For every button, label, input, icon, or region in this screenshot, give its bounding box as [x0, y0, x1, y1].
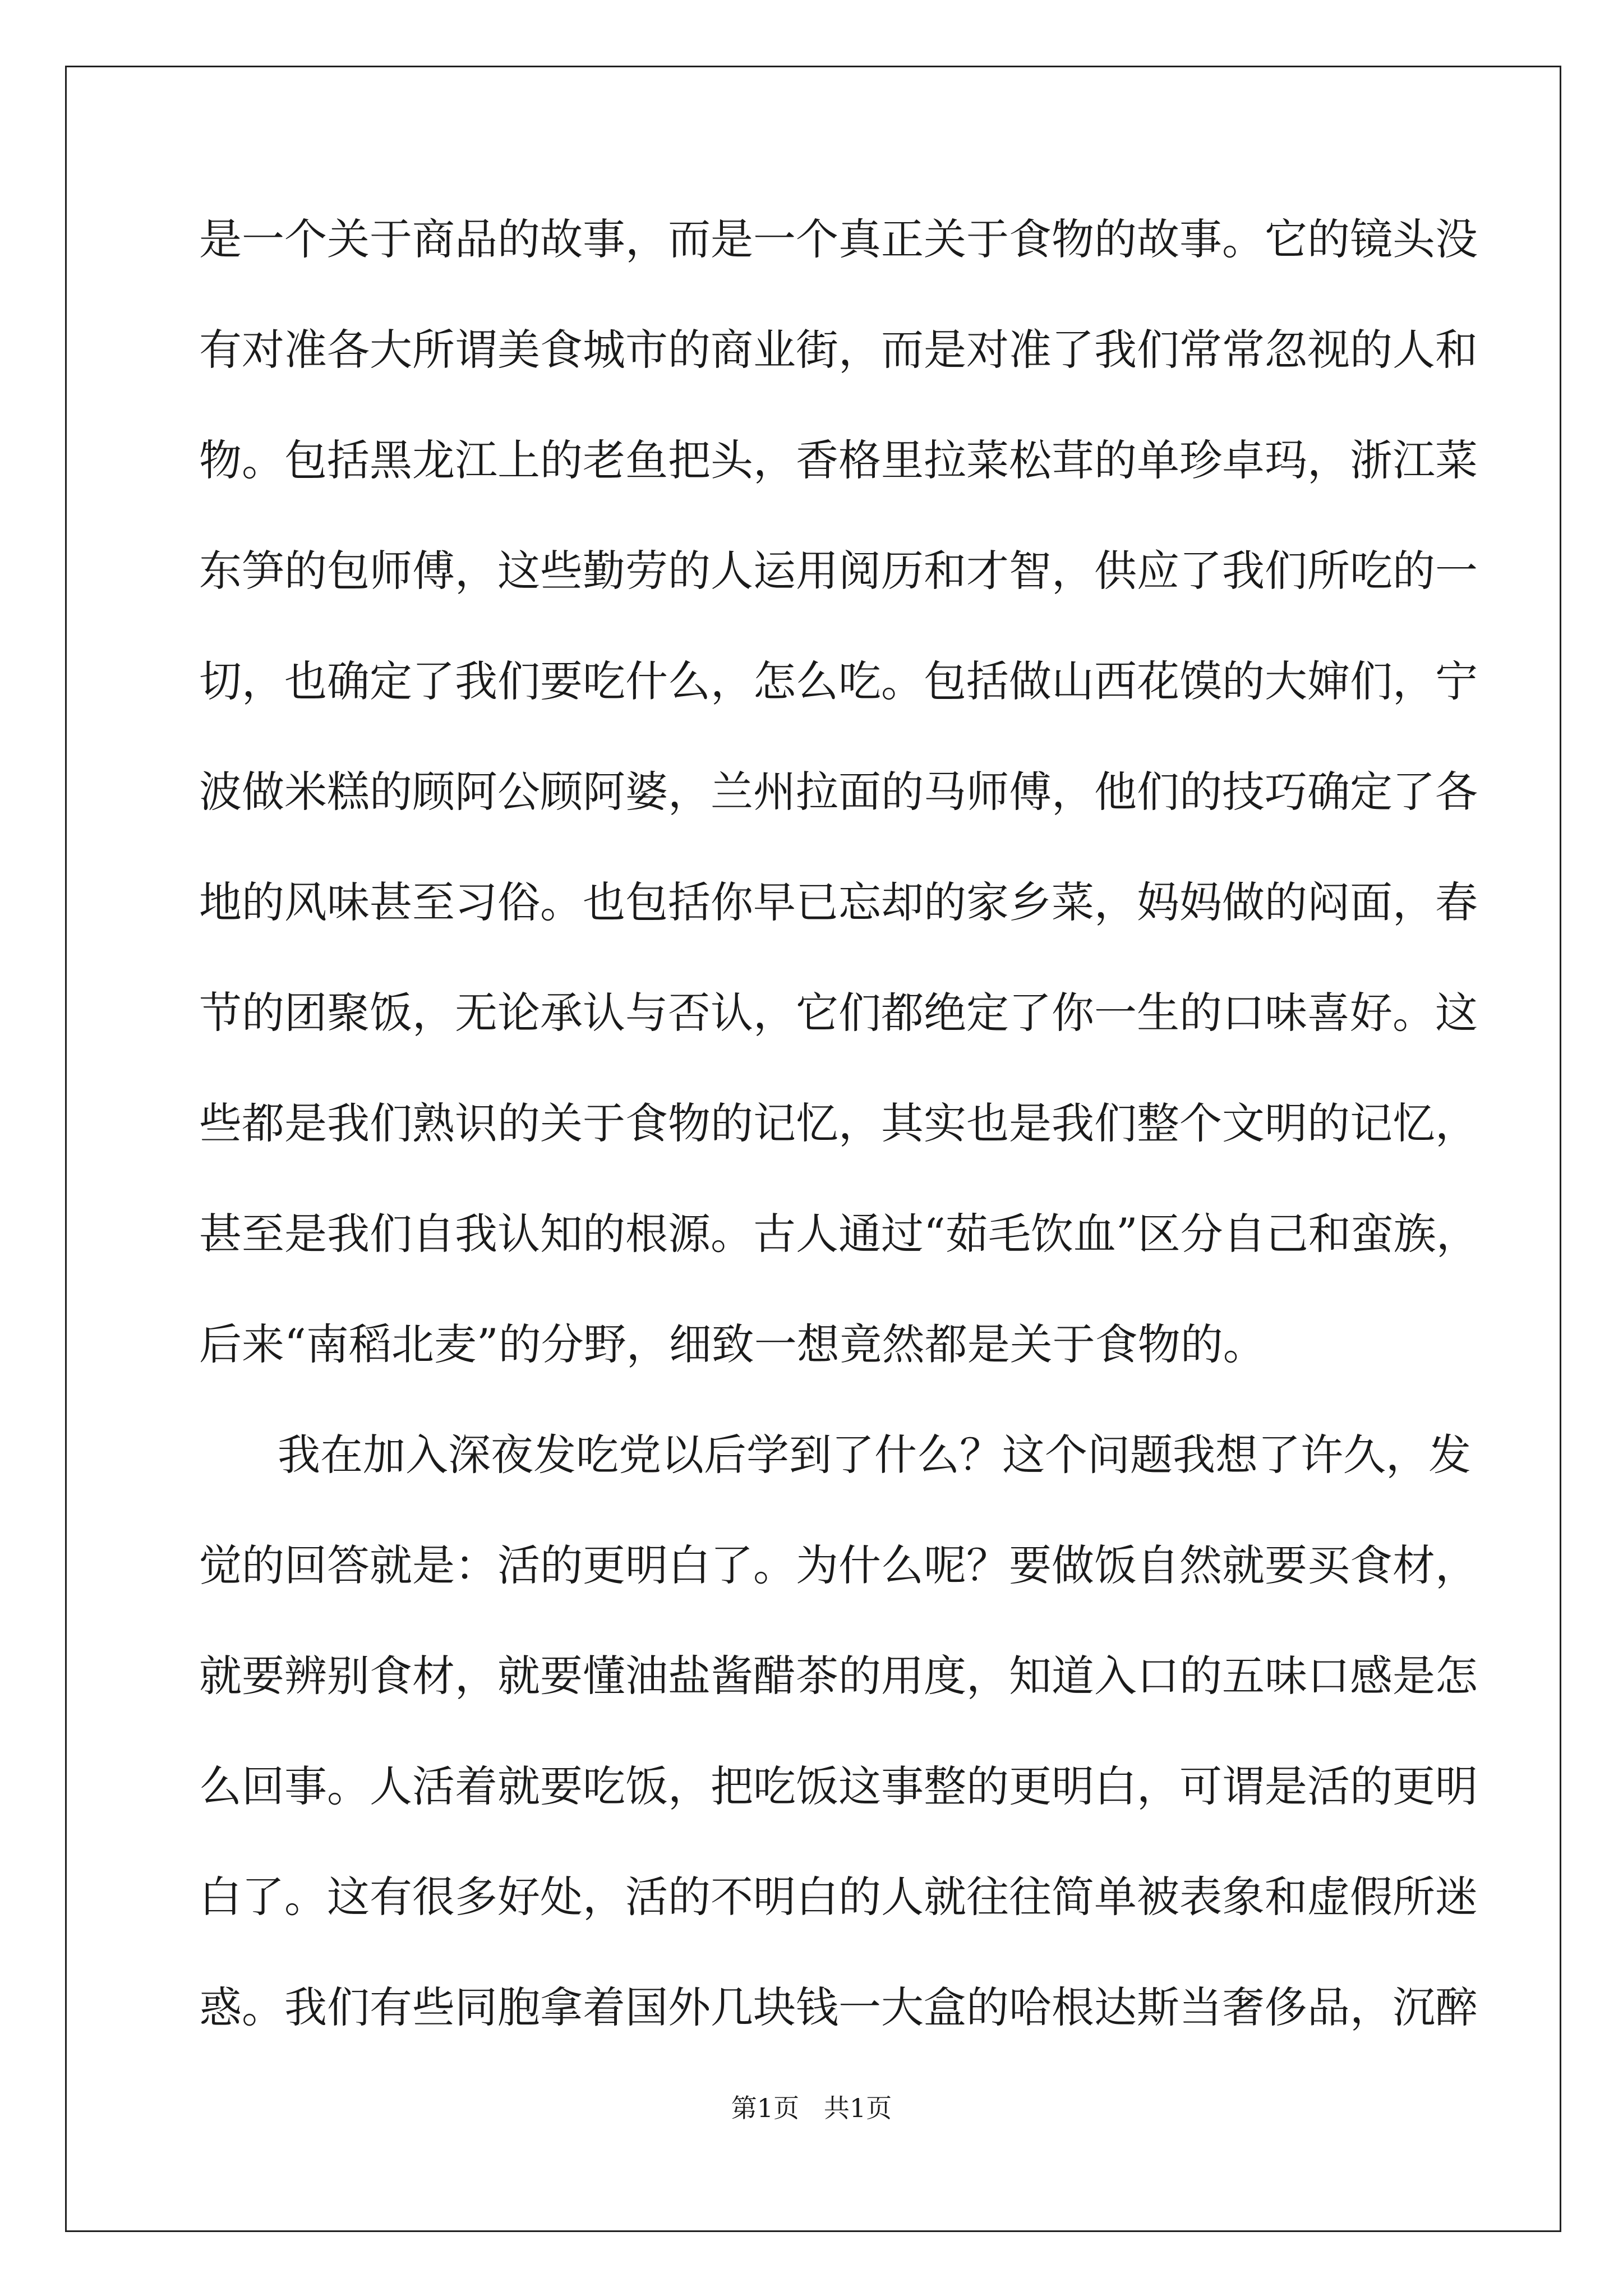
text-line: 节的团聚饭，无论承认与否认，它们都绝定了你一生的口味喜好。这	[199, 988, 1478, 1038]
page-number-footer: 第1页 共1页	[731, 2093, 892, 2123]
paragraph-first-line: 我在加入深夜发吃党以后学到了什么？这个问题我想了许久，发	[278, 1430, 1471, 1480]
document-body	[199, 200, 1478, 2079]
text-line: 波做米糕的顾阿公顾阿婆，兰州拉面的马师傅，他们的技巧确定了各	[199, 767, 1478, 817]
text-line: 甚至是我们自我认知的根源。古人通过“茹毛饮血”区分自己和蛮族，	[199, 1209, 1479, 1259]
text-line: 白了。这有很多好处，活的不明白的人就往往简单被表象和虚假所迷	[199, 1872, 1478, 1922]
text-line: 惑。我们有些同胞拿着国外几块钱一大盒的哈根达斯当奢侈品，沉醉	[199, 1982, 1478, 2032]
text-line: 切，也确定了我们要吃什么，怎么吃。包括做山西花馍的大婶们，宁	[199, 656, 1478, 706]
text-line: 地的风味甚至习俗。也包括你早已忘却的家乡菜，妈妈做的闷面，春	[199, 877, 1478, 927]
text-line: 后来“南稻北麦”的分野，细致一想竟然都是关于食物的。	[199, 1319, 1266, 1369]
text-line: 么回事。人活着就要吃饭，把吃饭这事整的更明白，可谓是活的更明	[199, 1761, 1478, 1811]
text-line: 东笋的包师傅，这些勤劳的人运用阅历和才智，供应了我们所吃的一	[199, 546, 1478, 596]
text-line: 些都是我们熟识的关于食物的记忆，其实也是我们整个文明的记忆，	[199, 1098, 1478, 1148]
text-line: 有对准各大所谓美食城市的商业街，而是对准了我们常常忽视的人和	[199, 325, 1478, 375]
text-line: 是一个关于商品的故事，而是一个真正关于食物的故事。它的镜头没	[199, 214, 1478, 264]
text-line: 就要辨别食材，就要懂油盐酱醋茶的用度，知道入口的五味口感是怎	[199, 1651, 1478, 1701]
text-line: 觉的回答就是：活的更明白了。为什么呢？要做饭自然就要买食材，	[199, 1540, 1478, 1590]
text-line: 物。包括黑龙江上的老鱼把头，香格里拉菜松茸的单珍卓玛，浙江菜	[199, 435, 1478, 485]
